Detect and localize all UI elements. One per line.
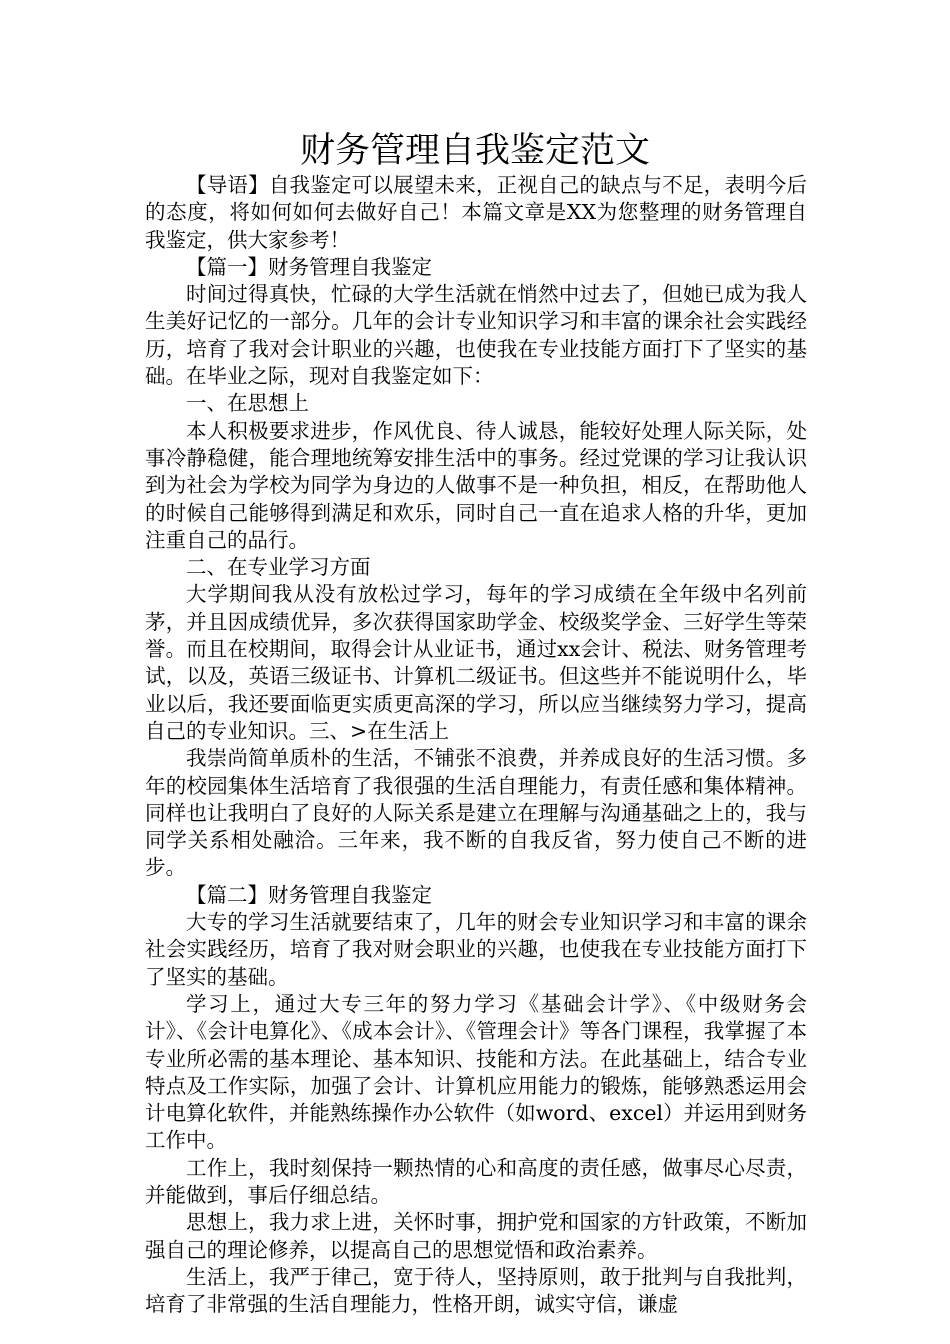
body-paragraph: 生活上，我严于律己，宽于待人，坚持原则，敢于批判与自我批判，培育了非常强的生活自理能力，性格开朗，诚实守信，谦虚 [145, 1264, 807, 1317]
subheading-thought: 一、在思想上 [186, 391, 309, 416]
body-paragraph: 工作上，我时刻保持一颗热情的心和高度的责任感，做事尽心尽责，并能做到，事后仔细总结。 [145, 1155, 807, 1207]
intro-paragraph: 【导语】自我鉴定可以展望未来，正视自己的缺点与不足，表明今后的态度，将如何如何去做好自己！本篇文章是XX为您整理的财务管理自我鉴定，供大家参考！ [145, 173, 807, 252]
body-paragraph: 本人积极要求进步，作风优良、待人诚恳，能较好处理人际关际，处事冷静稳健，能合理地统筹安排生活中的事务。经过党课的学习让我认识到为社会为学校为同学为身边的人做事不是一种负担，相反，在帮助他人的时候自己能够得到满足和欢乐，同时自己一直在追求人格的升华，更加注重自己的品行。 [145, 418, 807, 552]
document-title: 财务管理自我鉴定范文 [299, 131, 650, 171]
body-paragraph: 大专的学习生活就要结束了，几年的财会专业知识学习和丰富的课余社会实践经历，培育了我对财会职业的兴趣，也使我在专业技能方面打下了坚实的基础。 [145, 910, 807, 989]
body-paragraph: 大学期间我从没有放松过学习，每年的学习成绩在全年级中名列前茅，并且因成绩优异，多次获得国家助学金、校级奖学金、三好学生等荣誉。而且在校期间，取得会计从业证书，通过xx会计、税法、财务管理考试，以及，英语三级证书、计算机二级证书。但这些并不能说明什么，毕业以后，我还要面临更实质更高深的学习，所以应当继续努力学习，提高自己的专业知识。三、>在生活上 [145, 582, 807, 743]
body-paragraph: 思想上，我力求上进，关怀时事，拥护党和国家的方针政策，不断加强自己的理论修养，以提高自己的思想觉悟和政治素养。 [145, 1210, 807, 1262]
section-heading-part-one: 【篇一】财务管理自我鉴定 [186, 254, 432, 279]
body-paragraph: 我崇尚简单质朴的生活，不铺张不浪费，并养成良好的生活习惯。多年的校园集体生活培育了我很强的生活自理能力，有责任感和集体精神。同样也让我明白了良好的人际关系是建立在理解与沟通基础之上的，我与同学关系相处融洽。三年来，我不断的自我反省，努力使自己不断的进步。 [145, 746, 807, 880]
document-body [145, 172, 807, 1318]
body-paragraph: 学习上，通过大专三年的努力学习《基础会计学》、《中级财务会计》、《会计电算化》、《成本会计》、《管理会计》等各门课程，我掌握了本专业所必需的基本理论、基本知识、技能和方法。在此基础上，结合专业特点及工作实际，加强了会计、计算机应用能力的锻炼，能够熟悉运用会计电算化软件，并能熟练操作办公软件（如word、excel）并运用到财务工作中。 [145, 991, 807, 1153]
subheading-study: 二、在专业学习方面 [186, 555, 371, 580]
body-paragraph: 时间过得真快，忙碌的大学生活就在悄然中过去了，但她已成为我人生美好记忆的一部分。几年的会计专业知识学习和丰富的课余社会实践经历，培育了我对会计职业的兴趣，也使我在专业技能方面打下了坚实的基础。在毕业之际，现对自我鉴定如下： [145, 282, 807, 389]
section-heading-part-two: 【篇二】财务管理自我鉴定 [186, 882, 432, 907]
